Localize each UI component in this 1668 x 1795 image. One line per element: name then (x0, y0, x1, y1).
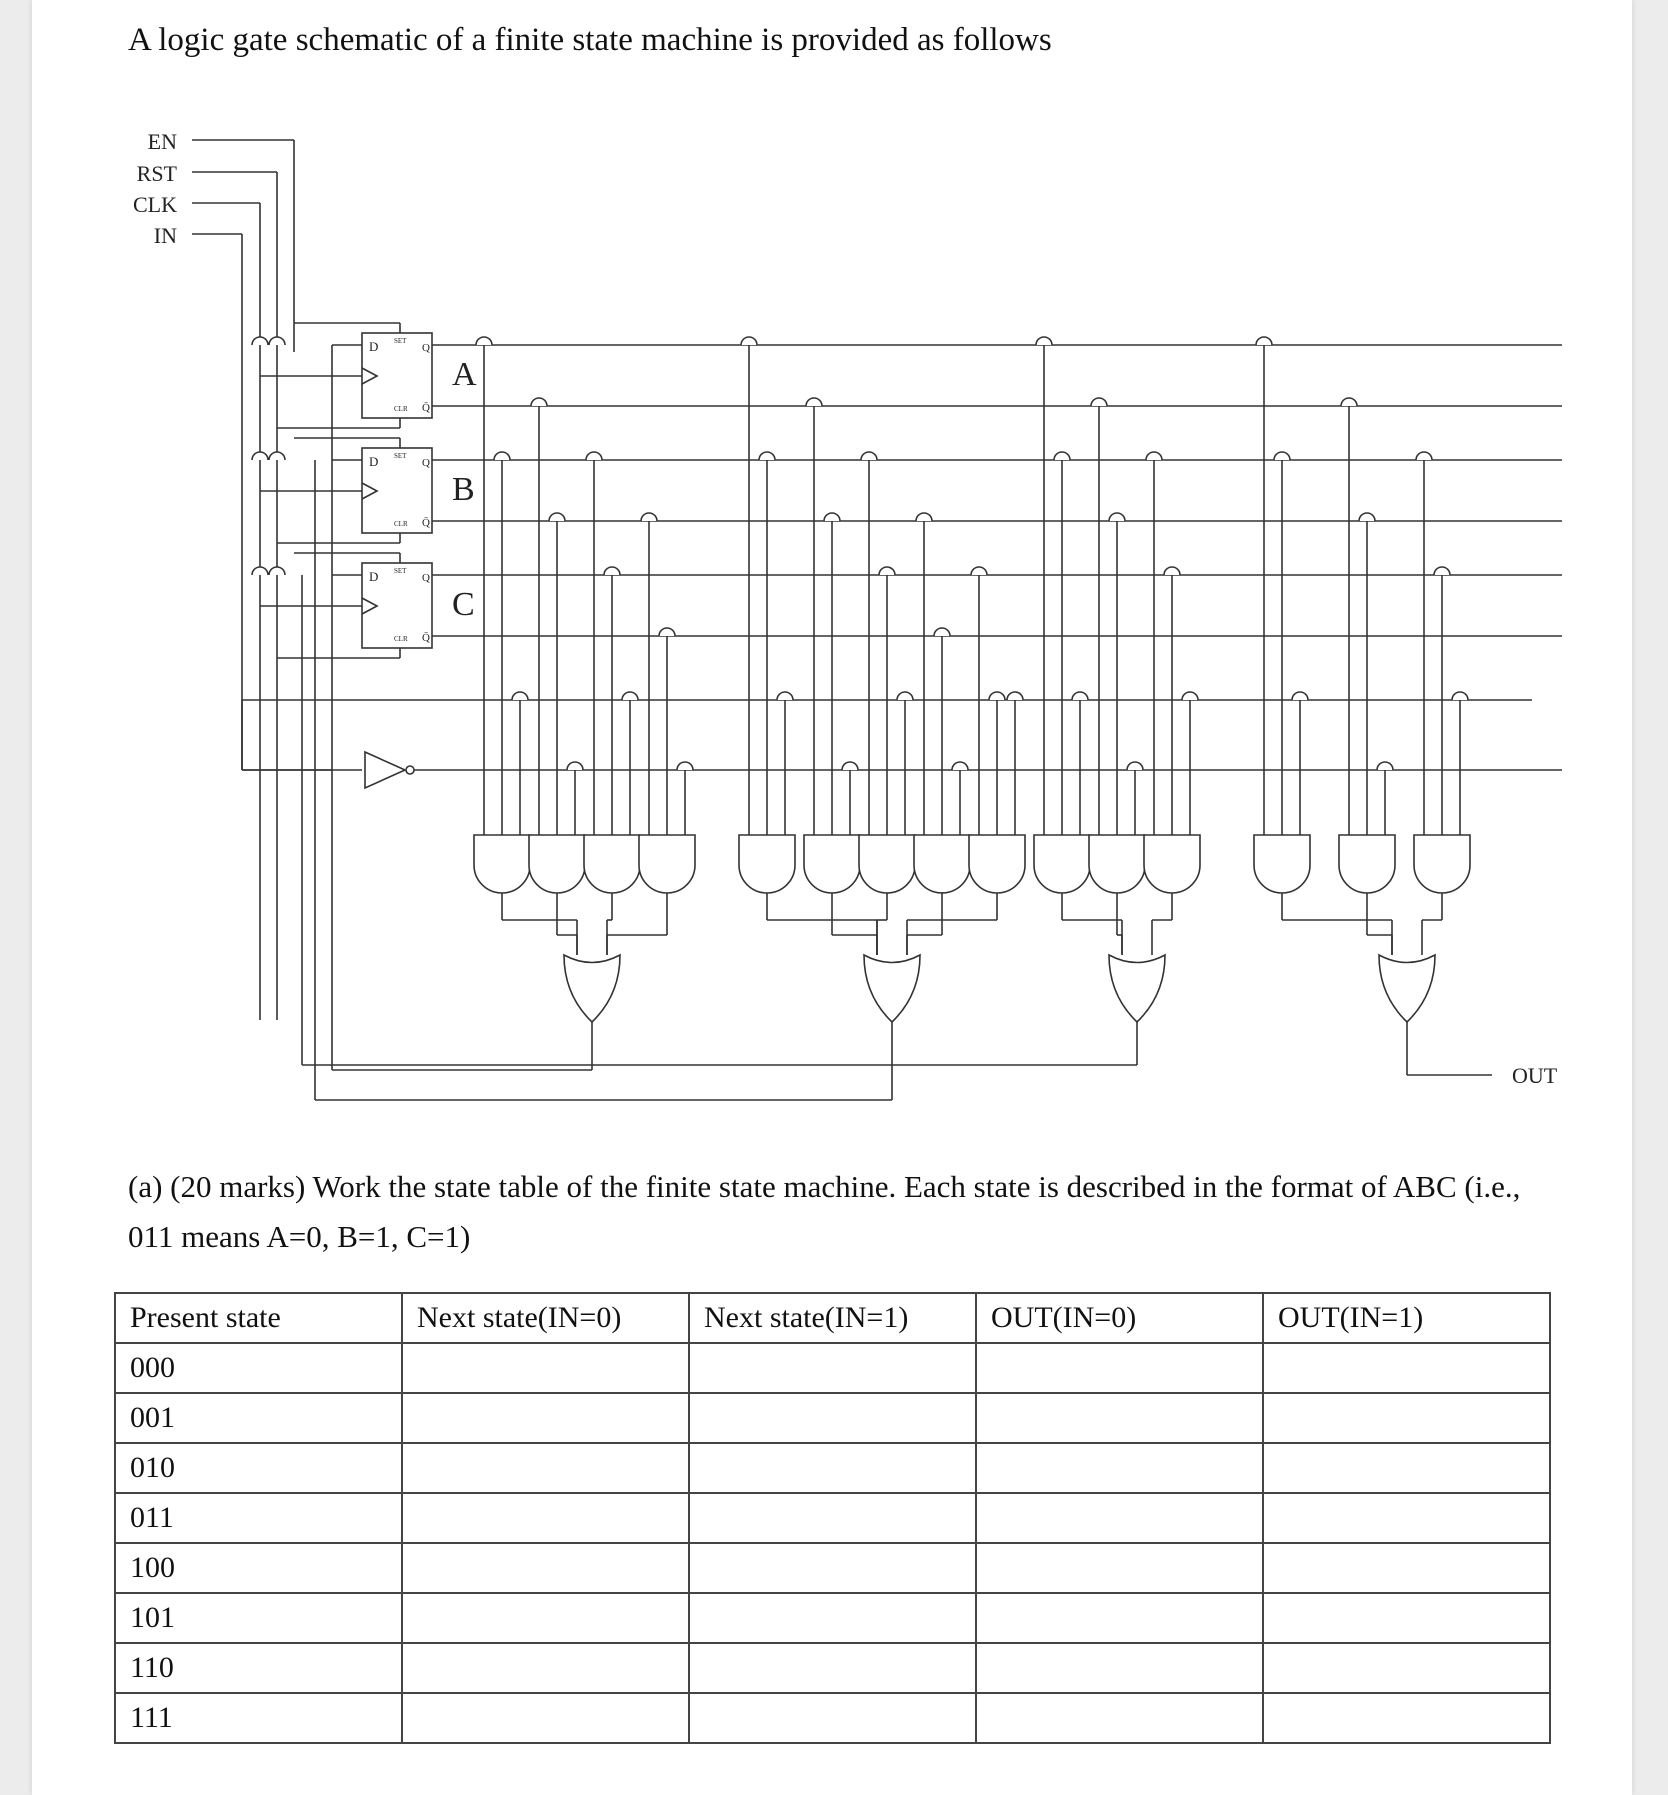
wire-crossing (494, 452, 510, 460)
state-label-a: A (452, 356, 477, 393)
wire-crossing (741, 337, 757, 345)
out-in0-cell[interactable] (976, 1443, 1263, 1493)
wire-crossing (622, 692, 638, 700)
and-gate (1414, 835, 1470, 893)
wire-crossing (806, 398, 822, 406)
table-row (115, 1343, 1550, 1393)
wire-crossing (1146, 452, 1162, 460)
wire-crossing (861, 452, 877, 460)
ff-q-label: Q (422, 342, 430, 354)
ff-q-label: Q (422, 572, 430, 584)
header-out-in1: OUT(IN=1) (1263, 1293, 1550, 1343)
schematic-labels (133, 129, 1558, 1088)
wire-crossing (1452, 692, 1468, 700)
or-gate (1109, 955, 1165, 1022)
next-state-in1-cell[interactable] (689, 1343, 976, 1393)
or-gate (864, 955, 920, 1022)
and-gate (969, 835, 1025, 893)
present-state-cell: 101 (115, 1593, 402, 1643)
next-state-in1-cell[interactable] (689, 1643, 976, 1693)
next-state-in0-cell[interactable] (402, 1643, 689, 1693)
ff-set-label: SET (394, 452, 407, 460)
and-gate (859, 835, 915, 893)
table-row (115, 1643, 1550, 1693)
present-state-cell: 110 (115, 1643, 402, 1693)
wire-crossing (934, 628, 950, 636)
wire-crossing (1292, 692, 1308, 700)
ff-d-label: D (369, 339, 379, 354)
out-in0-cell[interactable] (976, 1343, 1263, 1393)
out-in0-cell[interactable] (976, 1493, 1263, 1543)
wire-crossing (1109, 513, 1125, 521)
input-label-clk: CLK (133, 192, 177, 217)
table-header-row (115, 1293, 1550, 1343)
wire-crossing (1164, 567, 1180, 575)
header-out-in0: OUT(IN=0) (976, 1293, 1263, 1343)
wire-crossing (252, 567, 268, 575)
out-in0-cell[interactable] (976, 1393, 1263, 1443)
input-label-rst: RST (136, 161, 177, 186)
wire-crossing (269, 337, 285, 345)
page-title: A logic gate schematic of a finite state machine is provided as follows (128, 22, 1052, 58)
next-state-in1-cell[interactable] (689, 1393, 976, 1443)
question-text: (a) (20 marks) Work the state table of the finite state machine. Each state is described in the format of ABC (i.e., 011 means A=0, B=1, C=1) (128, 1169, 1521, 1254)
and-gate (1339, 835, 1395, 893)
wire-crossing (567, 762, 583, 770)
document-page (32, 0, 1632, 1795)
next-state-in0-cell[interactable] (402, 1443, 689, 1493)
wire-crossing (252, 452, 268, 460)
logic-schematic (32, 0, 1632, 1120)
wire-crossing (1182, 692, 1198, 700)
ff-qbar-label: Q̄ (422, 632, 430, 644)
input-label-in: IN (153, 223, 177, 248)
wire-crossing (777, 692, 793, 700)
wire-crossing (677, 762, 693, 770)
table-row (115, 1493, 1550, 1543)
and-gate (1034, 835, 1090, 893)
wire-crossing (916, 513, 932, 521)
out-in1-cell[interactable] (1263, 1643, 1550, 1693)
out-in0-cell[interactable] (976, 1643, 1263, 1693)
and-gate (1144, 835, 1200, 893)
present-state-cell: 001 (115, 1393, 402, 1443)
wire-crossing (1091, 398, 1107, 406)
and-gate (804, 835, 860, 893)
ff-clr-label: CLR (394, 635, 408, 643)
and-gate (639, 835, 695, 893)
or-gate (564, 955, 620, 1022)
next-state-in0-cell[interactable] (402, 1693, 689, 1743)
next-state-in0-cell[interactable] (402, 1493, 689, 1543)
wire-crossing (1256, 337, 1272, 345)
ff-set-label: SET (394, 337, 407, 345)
wire-crossing (759, 452, 775, 460)
out-in0-cell[interactable] (976, 1693, 1263, 1743)
wire-crossing (252, 337, 268, 345)
and-gate (1089, 835, 1145, 893)
present-state-cell: 111 (115, 1693, 402, 1743)
and-gate (474, 835, 530, 893)
state-table (114, 1292, 1551, 1744)
ff-qbar-label: Q̄ (422, 402, 430, 414)
wire-crossing (1434, 567, 1450, 575)
table-row (115, 1593, 1550, 1643)
ff-qbar-label: Q̄ (422, 517, 430, 529)
wire-crossing (659, 628, 675, 636)
table-row (115, 1443, 1550, 1493)
and-gate (584, 835, 640, 893)
wire-crossing (586, 452, 602, 460)
ff-clr-label: CLR (394, 520, 408, 528)
wire-crossing (1359, 513, 1375, 521)
wire-crossing (269, 567, 285, 575)
ff-q-label: Q (422, 457, 430, 469)
wire-crossing (641, 513, 657, 521)
wire-crossing (989, 692, 1005, 700)
wire-crossing (879, 567, 895, 575)
wire-crossing (1036, 337, 1052, 345)
wire-crossing (1416, 452, 1432, 460)
present-state-cell: 000 (115, 1343, 402, 1393)
wire-crossing (531, 398, 547, 406)
next-state-in1-cell[interactable] (689, 1593, 976, 1643)
present-state-cell: 100 (115, 1543, 402, 1593)
wire-crossing (824, 513, 840, 521)
table-body (115, 1343, 1550, 1743)
out-in0-cell[interactable] (976, 1543, 1263, 1593)
next-state-in0-cell[interactable] (402, 1593, 689, 1643)
wire-crossing (1072, 692, 1088, 700)
out-in1-cell[interactable] (1263, 1593, 1550, 1643)
input-label-en: EN (147, 129, 177, 154)
and-gate (914, 835, 970, 893)
output-label: OUT (1512, 1063, 1558, 1088)
next-state-in0-cell[interactable] (402, 1343, 689, 1393)
present-state-cell: 010 (115, 1443, 402, 1493)
wire-crossing (897, 692, 913, 700)
out-in1-cell[interactable] (1263, 1443, 1550, 1493)
state-label-c: C (452, 586, 475, 623)
wire-crossing (604, 567, 620, 575)
next-state-in1-cell[interactable] (689, 1543, 976, 1593)
wire-crossing (1054, 452, 1070, 460)
header-next-state-in1: Next state(IN=1) (689, 1293, 976, 1343)
header-next-state-in0: Next state(IN=0) (402, 1293, 689, 1343)
state-label-b: B (452, 471, 475, 508)
table-row (115, 1393, 1550, 1443)
wire-crossing (1127, 762, 1143, 770)
table-row (115, 1693, 1550, 1743)
table-row (115, 1543, 1550, 1593)
next-state-in0-cell[interactable] (402, 1543, 689, 1593)
out-in1-cell[interactable] (1263, 1543, 1550, 1593)
wire-crossing (269, 452, 285, 460)
inverter (365, 752, 405, 788)
or-gate (1379, 955, 1435, 1022)
out-in1-cell[interactable] (1263, 1343, 1550, 1393)
wire-crossing (549, 513, 565, 521)
out-in0-cell[interactable] (976, 1593, 1263, 1643)
wire-crossing (1274, 452, 1290, 460)
next-state-in1-cell[interactable] (689, 1693, 976, 1743)
next-state-in1-cell[interactable] (689, 1493, 976, 1543)
wire-crossing (842, 762, 858, 770)
out-in1-cell[interactable] (1263, 1693, 1550, 1743)
wire-crossing (1377, 762, 1393, 770)
schematic-wires (192, 140, 1562, 1100)
wire-crossing (476, 337, 492, 345)
next-state-in1-cell[interactable] (689, 1443, 976, 1493)
present-state-cell: 011 (115, 1493, 402, 1543)
inverter-bubble (406, 766, 414, 774)
wire-crossing (971, 567, 987, 575)
ff-d-label: D (369, 569, 379, 584)
out-in1-cell[interactable] (1263, 1493, 1550, 1543)
out-in1-cell[interactable] (1263, 1393, 1550, 1443)
header-present-state: Present state (115, 1293, 402, 1343)
ff-d-label: D (369, 454, 379, 469)
and-gate (739, 835, 795, 893)
next-state-in0-cell[interactable] (402, 1393, 689, 1443)
wire-crossing (1341, 398, 1357, 406)
wire-crossing (1007, 692, 1023, 700)
and-gate (1254, 835, 1310, 893)
wire-crossing (512, 692, 528, 700)
wire-crossing (952, 762, 968, 770)
ff-set-label: SET (394, 567, 407, 575)
ff-clr-label: CLR (394, 405, 408, 413)
and-gate (529, 835, 585, 893)
